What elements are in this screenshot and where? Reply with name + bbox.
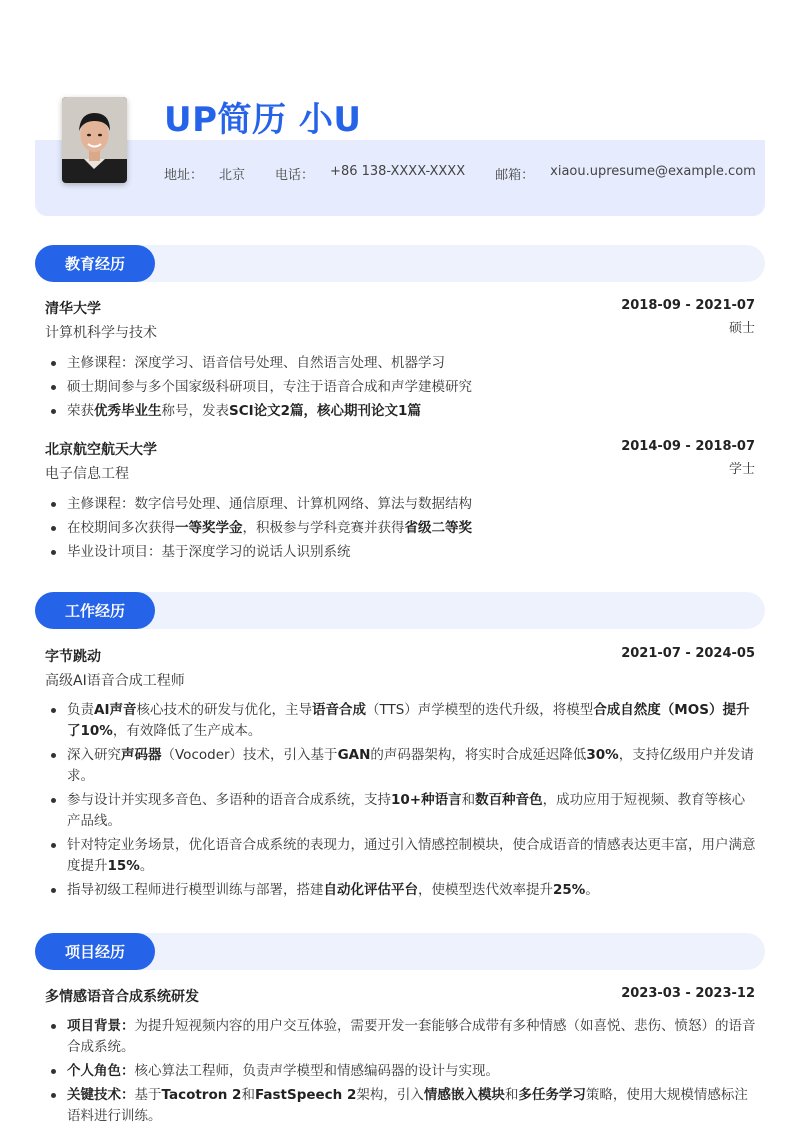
- email-label: 邮箱：: [495, 168, 535, 183]
- project-1-bullets: [45, 1016, 757, 1130]
- candidate-name: UP简历 小U: [164, 100, 362, 140]
- list-item: 硕士期间参与多个国家级科研项目，专注于语音合成和声学建模研究: [45, 377, 757, 398]
- list-item: 主修课程：数字信号处理、通信原理、计算机网络、算法与数据结构: [45, 494, 757, 515]
- work-1-bullets: [45, 700, 757, 904]
- edu-2-bullets: [45, 494, 757, 566]
- education-section-title: 教育经历: [35, 245, 155, 282]
- list-item: 负责AI声音核心技术的研发与优化，主导语音合成（TTS）声学模型的迭代升级，将模型合成自然度（MOS）提升了10%，有效降低了生产成本。: [45, 700, 757, 742]
- list-item: 在校期间多次获得一等奖学金，积极参与学科竞赛并获得省级二等奖: [45, 518, 757, 539]
- list-item: 个人角色：核心算法工程师，负责声学模型和情感编码器的设计与实现。: [45, 1061, 757, 1082]
- list-item: 指导初级工程师进行模型训练与部署，搭建自动化评估平台，使模型迭代效率提升25%。: [45, 880, 757, 901]
- contact-info: [164, 164, 786, 183]
- phone-value: +86 138-XXXX-XXXX: [330, 164, 466, 179]
- project-1-date: 2023-03 - 2023-12: [621, 986, 755, 1001]
- edu-2-school: 北京航空航天大学: [45, 442, 157, 458]
- edu-2-date: 2014-09 - 2018-07: [621, 439, 755, 454]
- education-section-bar: [35, 245, 765, 282]
- edu-1-date: 2018-09 - 2021-07: [621, 298, 755, 313]
- email-value: xiaou.upresume@example.com: [550, 164, 756, 179]
- edu-2-degree: 学士: [728, 462, 755, 477]
- edu-1-bullets: [45, 353, 757, 425]
- edu-1-school: 清华大学: [45, 301, 101, 317]
- work-section-bar: [35, 592, 765, 629]
- edu-2-major: 电子信息工程: [45, 466, 129, 482]
- list-item: 项目背景：为提升短视频内容的用户交互体验，需要开发一套能够合成带有多种情感（如喜悦、悲伤、愤怒）的语音合成系统。: [45, 1016, 757, 1058]
- phone-label: 电话：: [275, 168, 315, 183]
- edu-1-major: 计算机科学与技术: [45, 325, 157, 341]
- project-1-name: 多情感语音合成系统研发: [45, 989, 199, 1005]
- profile-photo: [62, 97, 127, 183]
- list-item: 针对特定业务场景，优化语音合成系统的表现力，通过引入情感控制模块，使合成语音的情感表达更丰富，用户满意度提升15%。: [45, 835, 757, 877]
- projects-section-title: 项目经历: [35, 933, 155, 970]
- work-section-title: 工作经历: [35, 592, 155, 629]
- list-item: 主修课程：深度学习、语音信号处理、自然语言处理、机器学习: [45, 353, 757, 374]
- list-item: 深入研究声码器（Vocoder）技术，引入基于GAN的声码器架构，将实时合成延迟降低30%，支持亿级用户并发请求。: [45, 745, 757, 787]
- list-item: 关键技术：基于Tacotron 2和FastSpeech 2架构，引入情感嵌入模块和多任务学习策略，使用大规模情感标注语料进行训练。: [45, 1085, 757, 1127]
- projects-section-bar: [35, 933, 765, 970]
- work-1-company: 字节跳动: [45, 649, 101, 665]
- address-label: 地址：: [164, 168, 204, 183]
- list-item: 毕业设计项目：基于深度学习的说话人识别系统: [45, 542, 757, 563]
- list-item: 荣获优秀毕业生称号，发表SCI论文2篇，核心期刊论文1篇: [45, 401, 757, 422]
- work-1-title: 高级AI语音合成工程师: [45, 673, 185, 689]
- address-value: 北京: [219, 168, 246, 183]
- edu-1-degree: 硕士: [728, 321, 755, 336]
- avatar-icon: [62, 97, 127, 183]
- list-item: 参与设计并实现多音色、多语种的语音合成系统，支持10+种语言和数百种音色，成功应用于短视频、教育等核心产品线。: [45, 790, 757, 832]
- work-1-date: 2021-07 - 2024-05: [621, 646, 755, 661]
